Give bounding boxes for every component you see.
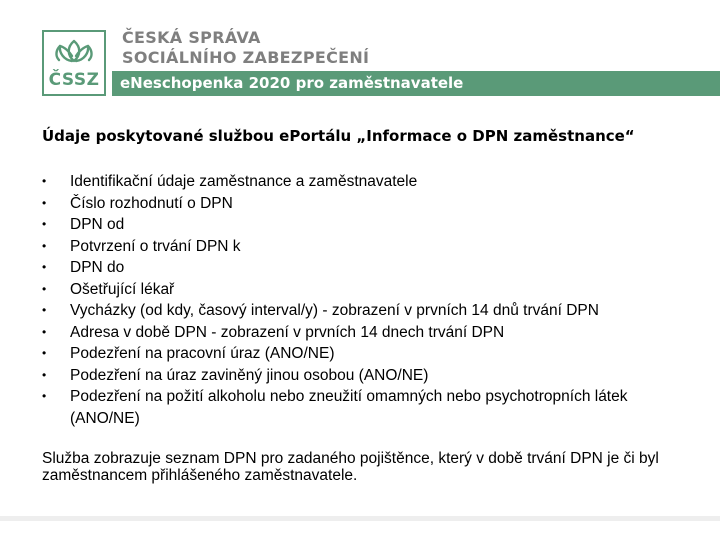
title-banner [112, 71, 720, 96]
list-item [42, 343, 692, 365]
bullet-icon: • [42, 260, 47, 274]
bullet-icon: • [42, 389, 47, 403]
list-item-text: Podezření na pracovní úraz (ANO/NE) [70, 345, 335, 362]
list-item [42, 236, 692, 258]
list-item [42, 193, 692, 215]
bullet-icon: • [42, 217, 47, 231]
bullet-icon: • [42, 324, 47, 339]
section-heading: Údaje poskytované službou ePortálu „Informace o DPN zaměstnance“ [42, 127, 635, 145]
list-item-text: Identifikační údaje zaměstnance a zaměstnavatele [70, 173, 418, 190]
banner-title: eNeschopenka 2020 pro zaměstnavatele [120, 74, 464, 92]
list-item [42, 365, 692, 387]
list-item-text: Ošetřující lékař [70, 280, 175, 298]
list-item-text: DPN do [70, 259, 125, 276]
list-item [42, 257, 692, 279]
bullet-icon: • [42, 238, 47, 253]
summary-paragraph: Služba zobrazuje seznam DPN pro zadaného pojištěnce, který v době trvání DPN je či byl zaměstnancem přihlášeného zaměstnavatele. [42, 450, 659, 484]
cssz-logo-icon [50, 38, 98, 66]
list-item [42, 386, 692, 429]
list-item-text: Číslo rozhodnutí o DPN [70, 194, 233, 212]
list-item [42, 214, 692, 236]
list-item-text: DPN od [70, 216, 125, 233]
list-item [42, 279, 692, 301]
footer-bar [0, 516, 720, 521]
list-item-text: Vycházky (od kdy, časový interval/y) - zobrazení v prvních 14 dnů trvání DPN [70, 302, 599, 319]
list-item [42, 171, 692, 193]
list-item-text: Potvrzení o trvání DPN k [70, 237, 241, 255]
list-item [42, 300, 692, 322]
bullet-icon: • [42, 303, 47, 317]
cssz-logo [42, 30, 106, 96]
bullet-icon: • [42, 281, 47, 296]
org-name-line1: ČESKÁ SPRÁVA [122, 28, 261, 47]
list-item-text: Podezření na požití alkoholu nebo zneužití omamných nebo psychotropních látek (ANO/NE) [70, 388, 628, 427]
org-name-line2: SOCIÁLNÍHO ZABEZPEČENÍ [122, 48, 370, 67]
list-item-text: Adresa v době DPN - zobrazení v prvních 14 dnech trvání DPN [70, 323, 505, 341]
provided-data-list [42, 171, 692, 429]
list-item [42, 322, 692, 344]
bullet-icon: • [42, 367, 47, 382]
logo-text: ČSSZ [48, 70, 100, 90]
bullet-icon: • [42, 346, 47, 360]
bullet-icon: • [42, 174, 47, 188]
list-item-text: Podezření na úraz zaviněný jinou osobou (ANO/NE) [70, 366, 429, 384]
bullet-icon: • [42, 195, 47, 210]
